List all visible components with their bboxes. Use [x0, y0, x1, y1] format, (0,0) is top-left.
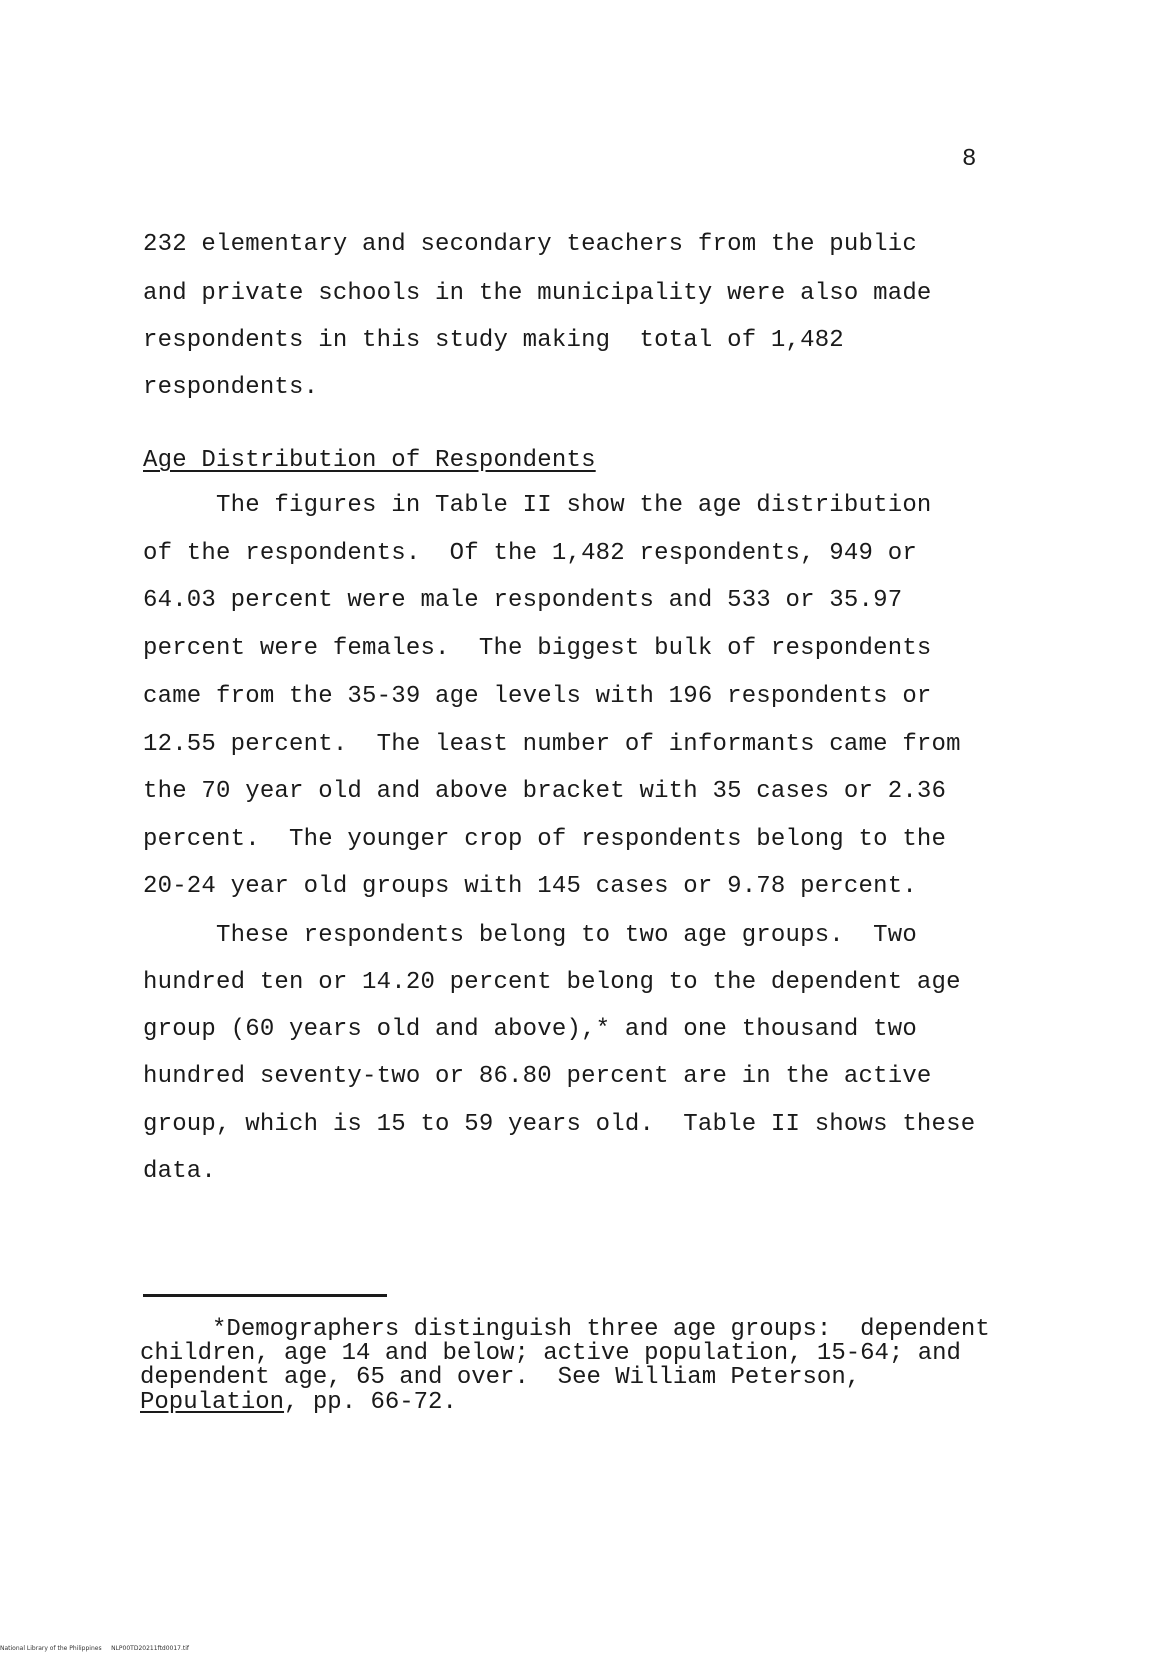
footnote-line: *Demographers distinguish three age groups: dependent	[140, 1316, 990, 1343]
paragraph-line: of the respondents. Of the 1,482 respondents, 949 or	[143, 540, 917, 567]
footnote-line: dependent age, 65 and over. See William Peterson,	[140, 1364, 861, 1391]
paragraph-line: These respondents belong to two age groups. Two	[143, 922, 917, 949]
section-heading: Age Distribution of Respondents	[143, 447, 596, 474]
footnote-line	[140, 1391, 457, 1415]
footnote-rule	[143, 1294, 387, 1297]
intro-line: respondents.	[143, 374, 319, 401]
paragraph-line: came from the 35-39 age levels with 196 respondents or	[143, 683, 932, 710]
paragraph-line: hundred seventy-two or 86.80 percent are in the active	[143, 1063, 932, 1090]
paragraph-line: group (60 years old and above),* and one thousand two	[143, 1016, 917, 1043]
footnote-line: children, age 14 and below; active population, 15-64; and	[140, 1340, 961, 1367]
intro-line: and private schools in the municipality were also made	[143, 280, 932, 307]
paragraph-line: percent. The younger crop of respondents belong to the	[143, 826, 947, 853]
paragraph-line: the 70 year old and above bracket with 35 cases or 2.36	[143, 778, 947, 805]
paragraph-line: 12.55 percent. The least number of informants came from	[143, 731, 961, 758]
archive-credit: National Library of the Philippines NLP00TD20211ftd0017.tif	[0, 1645, 190, 1652]
paragraph-line: 64.03 percent were male respondents and 533 or 35.97	[143, 587, 903, 614]
intro-line: 232 elementary and secondary teachers from the public	[143, 231, 917, 258]
paragraph-line: data.	[143, 1158, 217, 1185]
intro-line: respondents in this study making total of 1,482	[143, 327, 844, 354]
paragraph-line: percent were females. The biggest bulk of respondents	[143, 635, 932, 662]
footnote-book-title: Population	[140, 1389, 285, 1416]
paragraph-line: 20-24 year old groups with 145 cases or 9.78 percent.	[143, 873, 917, 900]
paragraph-line: group, which is 15 to 59 years old. Table II shows these	[143, 1111, 976, 1138]
footnote-pages: , pp. 66-72.	[284, 1389, 457, 1416]
paragraph-line: hundred ten or 14.20 percent belong to the dependent age	[143, 969, 961, 996]
page-number: 8	[962, 146, 977, 173]
paragraph-line: The figures in Table II show the age distribution	[143, 492, 932, 519]
